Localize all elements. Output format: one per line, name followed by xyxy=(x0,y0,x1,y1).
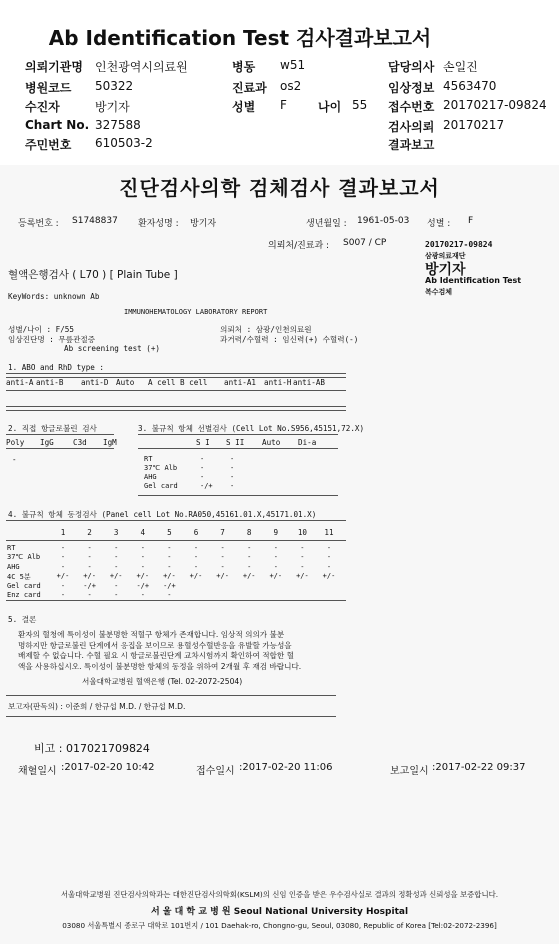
screen-row-label: 37℃ Alb xyxy=(144,464,178,472)
ident-cell: - xyxy=(167,591,172,599)
ident-cell: - xyxy=(140,591,145,599)
dept-label: 의뢰처/진료과 : xyxy=(268,241,330,251)
stamp-id: 20170217-09824 xyxy=(425,240,493,249)
dat-col-header: IgG xyxy=(40,438,54,447)
screen-cell: - xyxy=(230,464,235,472)
sex: F xyxy=(468,216,474,226)
ident-col-header: 3 xyxy=(113,528,119,537)
ident-col-header: 8 xyxy=(246,528,252,537)
ident-cell: +/- xyxy=(83,572,96,581)
ident-col-header: 1 xyxy=(60,528,66,537)
document-title: 진단검사의학 검체검사 결과보고서 xyxy=(119,176,440,200)
screen-col-header: S II xyxy=(226,438,245,447)
ident-cell: - xyxy=(220,562,225,571)
divider xyxy=(6,520,346,521)
report-title: Ab Identification Test 검사결과보고서 xyxy=(48,26,432,50)
ident-cell: - xyxy=(220,553,225,562)
ident-col-header: 2 xyxy=(87,528,92,537)
abo-col-header: B cell xyxy=(180,378,208,387)
divider xyxy=(6,540,346,541)
ident-cell: - xyxy=(140,562,145,571)
ident-cell: - xyxy=(114,544,119,552)
label-sex: 성별 xyxy=(232,100,256,114)
value-test-request: 20170217 xyxy=(443,118,505,132)
abo-col-header: anti-H xyxy=(264,378,292,387)
ident-cell: - xyxy=(247,544,252,552)
screen-cell: - xyxy=(200,464,205,472)
divider xyxy=(6,716,336,717)
dat-value: - xyxy=(12,455,17,464)
label-clinical-info: 임상정보 xyxy=(388,81,435,95)
screen-cell: - xyxy=(200,473,205,481)
abo-col-header: anti-A xyxy=(6,378,34,387)
divider xyxy=(138,434,338,435)
label-result-report: 결과보고 xyxy=(388,138,435,152)
divider xyxy=(6,448,114,449)
result-line: 배제할 수 없습니다. 수혈 필요 시 항글로불린단계 교차시험까지 확인하여 적합한 혈 xyxy=(18,651,294,660)
ident-col-header: 4 xyxy=(140,528,146,537)
ident-cell: +/- xyxy=(296,572,309,581)
stamp-copy: 복수검체 xyxy=(425,288,453,296)
receive-date: :2017-02-20 11:06 xyxy=(239,762,333,773)
ident-cell: - xyxy=(247,553,252,562)
ident-cell: - xyxy=(326,562,332,571)
label-patient: 수진자 xyxy=(25,100,60,114)
ident-cell: +/- xyxy=(136,572,150,581)
ident-col-header: 5 xyxy=(167,528,172,537)
screen-cell: - xyxy=(230,473,235,481)
info-sex-age: 성별/나이 : F/55 xyxy=(8,325,74,334)
screen-cell: - xyxy=(200,455,205,463)
ident-row-label: RT xyxy=(7,544,16,552)
ident-cell: +/- xyxy=(109,572,123,581)
info-diagnosis: 임상진단명 : 무릎관절증 xyxy=(8,335,96,344)
memo: 비고 : 017021709824 xyxy=(34,742,150,755)
abo-col-header: anti-D xyxy=(81,378,109,387)
patient-name: 방기자 xyxy=(190,219,217,229)
result-line: 명하지만 항글로불린 단계에서 응집을 보이므로 용혈성수혈반응을 유발할 가능성을 xyxy=(18,640,292,650)
ident-cell: - xyxy=(60,591,66,599)
ident-cell: - xyxy=(114,553,119,562)
label-chart-no: Chart No. xyxy=(25,118,90,132)
ident-cell: - xyxy=(300,553,305,562)
divider xyxy=(6,695,336,696)
ident-row-label: 4C 5분 xyxy=(7,573,31,582)
screen-cell: - xyxy=(230,482,235,490)
reg-label: 등록번호 : xyxy=(18,219,59,229)
ident-cell: - xyxy=(87,553,92,562)
ident-cell: - xyxy=(193,544,199,552)
ident-cell: +/- xyxy=(189,572,203,581)
ident-cell: +/- xyxy=(242,572,256,581)
value-age: 55 xyxy=(352,98,368,112)
ident-cell: +/- xyxy=(269,572,283,581)
dob-label: 생년월일 : xyxy=(306,219,347,229)
value-resident-no: 610503-2 xyxy=(95,136,153,150)
screen-row-label: RT xyxy=(144,455,153,463)
ident-cell: - xyxy=(300,562,305,571)
ident-col-header: 11 xyxy=(324,528,334,537)
ident-row-label: Gel card xyxy=(7,581,41,590)
label-resident-no: 주민번호 xyxy=(25,138,72,152)
ident-cell: - xyxy=(114,562,119,571)
ident-cell: - xyxy=(60,544,66,552)
ident-cell: - xyxy=(60,581,66,590)
ident-cell: - xyxy=(114,581,119,590)
value-chart-no: 327588 xyxy=(95,118,141,132)
value-ward: w51 xyxy=(280,58,306,72)
screen-col-header: Di-a xyxy=(298,438,317,447)
certification-note: 서울대학교병원 진단검사의학과는 대한진단검사의학회(KSLM)의 신임 인증을 받은 우수검사실로 결과의 정확성과 신뢰성을 보증합니다. xyxy=(60,890,499,899)
ident-col-header: 6 xyxy=(193,528,199,537)
ident-col-header: 7 xyxy=(220,528,225,537)
info-history: 과거력/수혈력 : 임신력(+) 수혈력(-) xyxy=(220,335,359,344)
label-ward: 병동 xyxy=(232,60,256,74)
ident-cell: - xyxy=(193,562,199,571)
ident-cell: - xyxy=(273,553,278,562)
ident-cell: - xyxy=(326,553,332,562)
abo-col-header: anti-A1 xyxy=(224,378,257,387)
result-heading: 5. 결론 xyxy=(8,615,37,624)
sex-label: 성별 : xyxy=(427,219,451,229)
value-patient: 방기자 xyxy=(95,100,130,114)
value-sex: F xyxy=(280,98,287,112)
ident-cell: -/+ xyxy=(136,581,150,590)
value-clinical-info: 4563470 xyxy=(443,79,497,93)
ident-row-label: Enz card xyxy=(7,591,41,599)
ident-cell: - xyxy=(60,562,66,571)
ident-cell: - xyxy=(87,562,92,571)
stamp-test: Ab Identification Test xyxy=(425,276,522,285)
receive-label: 접수일시 xyxy=(196,766,235,777)
screen-col-header: S I xyxy=(196,438,210,447)
value-doctor: 손일진 xyxy=(443,60,478,74)
info-requester: 의뢰처 : 삼광/인천의료원 xyxy=(220,325,312,334)
value-department: os2 xyxy=(280,79,302,93)
abo-col-header: anti-AB xyxy=(293,378,326,387)
hospital-address: 03080 서울특별시 종로구 대학로 101번지 / 101 Daehak-ro, Chongno-gu, Seoul, 03080, Republic of Korea [Tel:02-2072-2396] xyxy=(62,921,497,930)
dat-col-header: IgM xyxy=(103,438,117,447)
screen-row-label: Gel card xyxy=(144,482,178,490)
ident-cell: -/+ xyxy=(83,581,96,590)
dat-col-header: C3d xyxy=(73,438,87,447)
reg-no: S1748837 xyxy=(72,216,118,226)
screen-heading: 3. 불규칙 항체 선별검사 (Cell Lot No.S956,45151,72.X) xyxy=(138,424,365,433)
ident-cell: - xyxy=(140,544,145,552)
divider xyxy=(138,448,338,449)
value-receipt-no: 20170217-09824 xyxy=(443,98,547,112)
abo-col-header: Auto xyxy=(116,378,135,387)
lab-report-title: IMMUNOHEMATOLOGY LABORATORY REPORT xyxy=(124,308,268,316)
label-hospital-code: 병원코드 xyxy=(25,81,72,95)
screen-cell: -/+ xyxy=(200,482,213,490)
dept: S007 / CP xyxy=(343,238,387,248)
stamp-foundation: 삼광의료재단 xyxy=(425,252,466,260)
ident-cell: - xyxy=(273,562,278,571)
ident-cell: +/- xyxy=(216,572,229,581)
ident-cell: - xyxy=(114,591,119,599)
ident-cell: - xyxy=(167,562,172,571)
ident-cell: - xyxy=(273,544,278,552)
section-title: 혈액은행검사 ( L70 ) [ Plain Tube ] xyxy=(8,269,178,281)
dat-heading: 2. 직접 항글로불린 검사 xyxy=(8,424,97,433)
label-test-request: 검사의뢰 xyxy=(388,120,435,134)
ident-cell: -/+ xyxy=(163,581,176,590)
value-hospital-code: 50322 xyxy=(95,79,134,93)
result-text xyxy=(18,630,301,672)
label-receipt-no: 접수번호 xyxy=(388,100,435,114)
lab-signature: 서울대학교병원 혈액은행 (Tel. 02-2072-2504) xyxy=(82,677,243,686)
keywords: KeyWords: unknown Ab xyxy=(8,292,100,301)
ident-row-label: AHG xyxy=(7,562,20,571)
ident-cell: +/- xyxy=(163,572,176,581)
ident-heading: 4. 불규칙 항체 동정검사 (Panel cell Lot No.RA050,45161.01.X,45171.01.X) xyxy=(8,510,317,519)
ident-row-label: 37℃ Alb xyxy=(7,553,41,562)
label-doctor: 담당의사 xyxy=(388,60,435,74)
ident-col-header: 10 xyxy=(297,528,307,537)
divider xyxy=(138,495,338,496)
divider xyxy=(6,390,346,391)
result-line: 액을 사용하십시오. 특이성이 불분명한 항체의 동정을 위하여 2개월 후 재검 바랍니다. xyxy=(18,661,302,671)
collect-label: 채혈일시 xyxy=(18,766,57,777)
collect-date: :2017-02-20 10:42 xyxy=(61,762,155,773)
ident-cell: - xyxy=(300,544,305,552)
ident-cell: - xyxy=(247,562,252,571)
label-age: 나이 xyxy=(318,100,342,114)
ident-cell: - xyxy=(220,544,225,552)
ident-col-header: 9 xyxy=(273,528,279,537)
divider xyxy=(6,406,346,411)
ident-cell: - xyxy=(140,553,145,562)
ident-cell: - xyxy=(87,544,92,552)
ident-cell: - xyxy=(167,544,172,552)
divider xyxy=(6,600,346,601)
result-line: 환자의 혈청에 특이성이 불분명한 적혈구 항체가 존재합니다. 임상적 의의가 불분 xyxy=(18,630,285,639)
ident-cell: - xyxy=(326,544,332,552)
ident-cell: - xyxy=(167,553,172,562)
report-label: 보고일시 xyxy=(390,766,429,777)
label-requester-org: 의뢰기관명 xyxy=(25,60,83,74)
ident-cell: - xyxy=(193,553,199,562)
reporter: 보고자(판독의) : 이준희 / 한규섭 M.D. / 한규섭 M.D. xyxy=(8,702,186,711)
screen-cell: - xyxy=(230,455,235,463)
abo-col-header: A cell xyxy=(148,378,176,387)
dob: 1961-05-03 xyxy=(357,216,410,226)
ident-cell: +/- xyxy=(322,572,336,581)
patient-name-label: 환자성명 : xyxy=(138,219,179,229)
abo-heading: 1. ABO and RhD type : xyxy=(8,363,105,372)
label-department: 진료과 xyxy=(232,81,267,95)
value-requester-org: 인천광역시의료원 xyxy=(95,60,188,74)
ident-cell: - xyxy=(87,591,92,599)
screen-col-header: Auto xyxy=(262,438,281,447)
stamp-name: 방기자 xyxy=(425,262,466,278)
screen-row-label: AHG xyxy=(144,473,157,481)
info-screening: Ab screening test (+) xyxy=(64,344,161,353)
divider xyxy=(6,434,114,435)
ident-cell: +/- xyxy=(56,572,70,581)
abo-col-header: anti-B xyxy=(36,378,64,387)
dat-col-header: Poly xyxy=(6,438,25,447)
ident-cell: - xyxy=(60,553,66,562)
hospital-name: 서 울 대 학 교 병 원 Seoul National University Hospital xyxy=(150,907,409,917)
report-date: :2017-02-22 09:37 xyxy=(432,762,526,773)
